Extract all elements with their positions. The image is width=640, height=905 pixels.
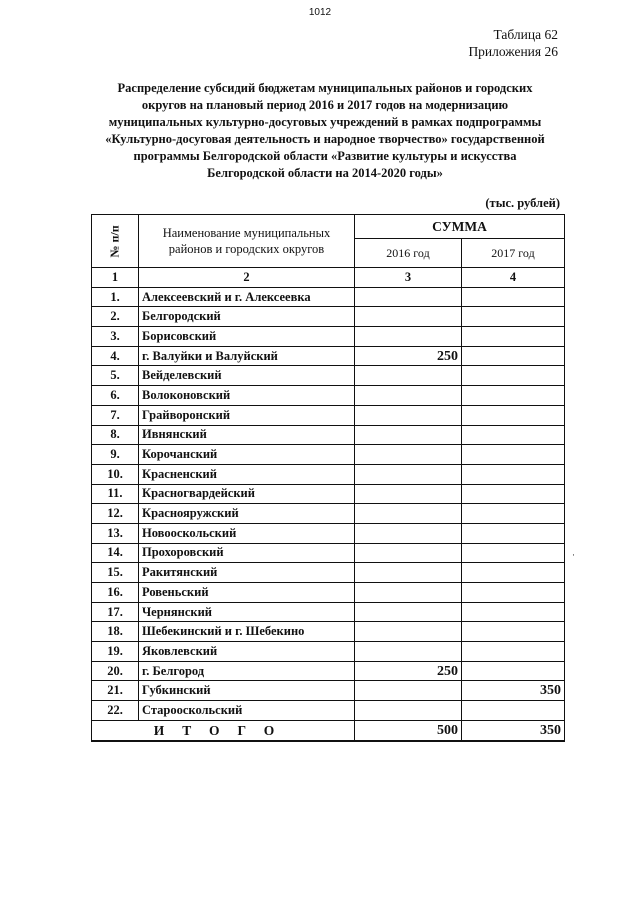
row-number: 9. xyxy=(92,445,139,465)
table-row xyxy=(92,386,565,406)
value-2017 xyxy=(462,504,565,524)
value-2016 xyxy=(355,484,462,504)
value-2016 xyxy=(355,701,462,721)
district-name: г. Валуйки и Валуйский xyxy=(139,346,355,366)
value-2017 xyxy=(462,701,565,721)
row-number: 2. xyxy=(92,307,139,327)
district-name: Борисовский xyxy=(139,327,355,347)
district-name: Ровеньский xyxy=(139,583,355,603)
column-number: 3 xyxy=(355,268,462,288)
value-2016 xyxy=(355,327,462,347)
district-name: Чернянский xyxy=(139,602,355,622)
row-number: 4. xyxy=(92,346,139,366)
table-row xyxy=(92,484,565,504)
row-number: 15. xyxy=(92,563,139,583)
value-2017 xyxy=(462,523,565,543)
value-2017 xyxy=(462,464,565,484)
value-2017 xyxy=(462,661,565,681)
table-row xyxy=(92,563,565,583)
row-number: 17. xyxy=(92,602,139,622)
row-number: 14. xyxy=(92,543,139,563)
table-row xyxy=(92,327,565,347)
header-year-2017: 2017 год xyxy=(462,239,565,268)
row-number: 5. xyxy=(92,366,139,386)
value-2017 xyxy=(462,366,565,386)
row-number: 20. xyxy=(92,661,139,681)
subsidy-table xyxy=(91,214,565,742)
district-name: Прохоровский xyxy=(139,543,355,563)
district-name: Краснояружский xyxy=(139,504,355,524)
value-2016 xyxy=(355,307,462,327)
row-number: 21. xyxy=(92,681,139,701)
value-2016 xyxy=(355,287,462,307)
value-2016 xyxy=(355,622,462,642)
row-number: 8. xyxy=(92,425,139,445)
title-line: программы Белгородской области «Развитие культуры и искусства xyxy=(133,149,517,163)
table-row xyxy=(92,346,565,366)
table-row xyxy=(92,543,565,563)
row-number: 6. xyxy=(92,386,139,406)
header-row-number: № п/п xyxy=(92,215,139,268)
district-name: Ракитянский xyxy=(139,563,355,583)
table-row xyxy=(92,405,565,425)
total-label: ИТОГО xyxy=(92,720,355,740)
total-2017: 350 xyxy=(462,720,565,740)
value-2016 xyxy=(355,425,462,445)
value-2017 xyxy=(462,405,565,425)
district-name: Красногвардейский xyxy=(139,484,355,504)
header-sum: СУММА xyxy=(355,215,565,239)
table-row xyxy=(92,425,565,445)
table-reference xyxy=(468,26,558,60)
value-2017 xyxy=(462,583,565,603)
row-number: 10. xyxy=(92,464,139,484)
header-district-name: Наименование муниципальных районов и городских округов xyxy=(139,215,355,268)
header-year-2016: 2016 год xyxy=(355,239,462,268)
value-2017 xyxy=(462,602,565,622)
column-number: 2 xyxy=(139,268,355,288)
column-number: 1 xyxy=(92,268,139,288)
value-2016 xyxy=(355,504,462,524)
district-name: Губкинский xyxy=(139,681,355,701)
district-name: Красненский xyxy=(139,464,355,484)
table-row xyxy=(92,523,565,543)
title-line: округов на плановый период 2016 и 2017 годов на модернизацию xyxy=(141,98,509,112)
table-row xyxy=(92,642,565,662)
value-2017 xyxy=(462,563,565,583)
table-row xyxy=(92,602,565,622)
value-2017 xyxy=(462,622,565,642)
row-number: 18. xyxy=(92,622,139,642)
district-name: Белгородский xyxy=(139,307,355,327)
value-2016: 250 xyxy=(355,661,462,681)
row-number: 13. xyxy=(92,523,139,543)
value-2016 xyxy=(355,445,462,465)
table-row xyxy=(92,366,565,386)
value-2017: 350 xyxy=(462,681,565,701)
district-name: Грайворонский xyxy=(139,405,355,425)
value-2016 xyxy=(355,681,462,701)
table-row xyxy=(92,622,565,642)
row-number: 11. xyxy=(92,484,139,504)
column-number: 4 xyxy=(462,268,565,288)
table-row xyxy=(92,701,565,721)
row-number: 7. xyxy=(92,405,139,425)
row-number: 22. xyxy=(92,701,139,721)
district-name: Новооскольский xyxy=(139,523,355,543)
value-2016 xyxy=(355,642,462,662)
total-2016: 500 xyxy=(355,720,462,740)
row-number: 3. xyxy=(92,327,139,347)
document-title xyxy=(80,80,570,182)
value-2017 xyxy=(462,484,565,504)
value-2017 xyxy=(462,543,565,563)
value-2017 xyxy=(462,386,565,406)
value-2016 xyxy=(355,523,462,543)
table-ref-label: Таблица 62 xyxy=(493,27,558,42)
district-name: Волоконовский xyxy=(139,386,355,406)
value-2016 xyxy=(355,464,462,484)
page-number: 1012 xyxy=(308,7,332,18)
value-2016 xyxy=(355,386,462,406)
table-row xyxy=(92,504,565,524)
value-2016 xyxy=(355,563,462,583)
table-row xyxy=(92,464,565,484)
value-2016 xyxy=(355,602,462,622)
title-line: Распределение субсидий бюджетам муниципальных районов и городских xyxy=(117,81,533,95)
value-2017 xyxy=(462,307,565,327)
value-2016 xyxy=(355,583,462,603)
value-2016 xyxy=(355,366,462,386)
district-name: Старооскольский xyxy=(139,701,355,721)
district-name: Ивнянский xyxy=(139,425,355,445)
margin-mark: · xyxy=(572,550,575,560)
value-2017 xyxy=(462,346,565,366)
district-name: Корочанский xyxy=(139,445,355,465)
units-label: (тыс. рублей) xyxy=(485,196,560,210)
value-2017 xyxy=(462,642,565,662)
district-name: Вейделевский xyxy=(139,366,355,386)
total-row xyxy=(92,720,565,740)
value-2017 xyxy=(462,425,565,445)
row-number: 16. xyxy=(92,583,139,603)
title-line: «Культурно-досуговая деятельность и народное творчество» государственной xyxy=(105,132,545,146)
row-number: 12. xyxy=(92,504,139,524)
table-row xyxy=(92,287,565,307)
row-number: 1. xyxy=(92,287,139,307)
value-2016 xyxy=(355,405,462,425)
district-name: Яковлевский xyxy=(139,642,355,662)
table-row xyxy=(92,583,565,603)
district-name: Шебекинский и г. Шебекино xyxy=(139,622,355,642)
table-row xyxy=(92,661,565,681)
row-number: 19. xyxy=(92,642,139,662)
district-name: Алексеевский и г. Алексеевка xyxy=(139,287,355,307)
appendix-ref-label: Приложения 26 xyxy=(468,44,558,59)
title-line: Белгородской области на 2014-2020 годы» xyxy=(207,166,443,180)
value-2016 xyxy=(355,543,462,563)
value-2017 xyxy=(462,287,565,307)
district-name: г. Белгород xyxy=(139,661,355,681)
value-2017 xyxy=(462,327,565,347)
value-2016: 250 xyxy=(355,346,462,366)
table-row xyxy=(92,445,565,465)
title-line: муниципальных культурно-досуговых учреждений в рамках подпрограммы xyxy=(108,115,542,129)
table-row xyxy=(92,307,565,327)
value-2017 xyxy=(462,445,565,465)
table-row xyxy=(92,681,565,701)
